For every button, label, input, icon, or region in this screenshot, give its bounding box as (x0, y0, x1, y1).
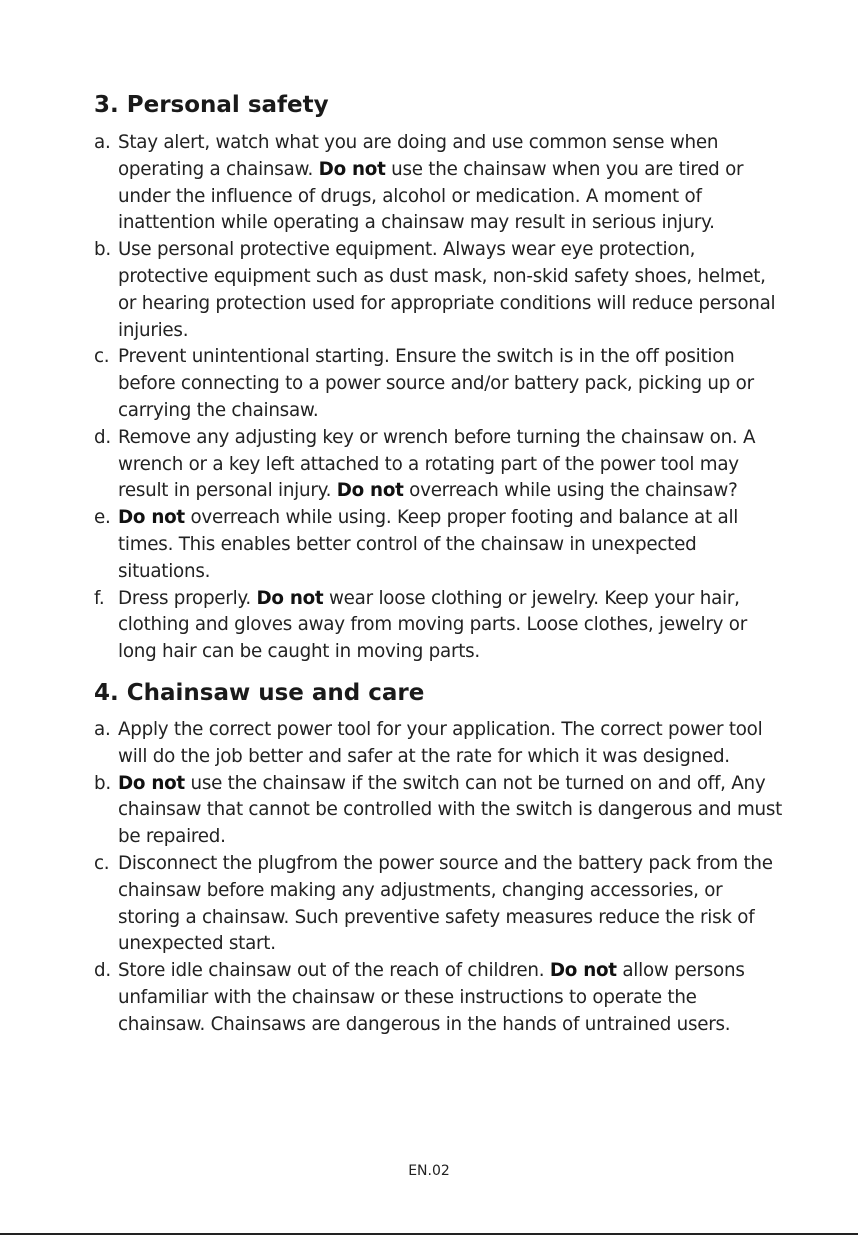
list-item-marker: d. (94, 426, 111, 448)
item-text: Store idle chainsaw out of the reach of children. (118, 960, 550, 982)
list-item (94, 958, 784, 1038)
list-item (94, 344, 784, 424)
list-item (94, 851, 784, 958)
emphasis-text: Do not (118, 772, 185, 794)
list-item (94, 130, 784, 237)
item-text: overreach while using the chainsaw? (403, 480, 738, 502)
personal-safety-list (94, 130, 784, 666)
list-item-marker: f. (94, 587, 105, 609)
section-title-personal-safety: 3. Personal safety (94, 92, 329, 118)
list-item-marker: e. (94, 507, 111, 529)
emphasis-text: Do not (256, 587, 324, 609)
emphasis-text: Do not (336, 480, 404, 502)
item-text: Remove any adjusting key or wrench before turning the chainsaw on. A wrench or a key left attached to a rotating part of the power tool may result in personal injury. (118, 426, 756, 502)
section-title-chainsaw-use-and-care: 4. Chainsaw use and care (94, 680, 425, 706)
item-text: Prevent unintentional starting. Ensure the switch is in the off position before connecting to a power source and/or battery pack, picking up or carrying the chainsaw. (118, 346, 754, 421)
item-text: use the chainsaw if the switch can not be turned on and off, Any chainsaw that cannot be controlled with the switch is dangerous and must be repaired. (118, 772, 783, 848)
list-item (94, 586, 784, 666)
list-item-marker: a. (94, 132, 111, 153)
item-text: use the chainsaw when you are tired or under the influence of drugs, alcohol or medication. A moment of inattention while operating a chainsaw may result in serious injury. (118, 158, 744, 234)
item-text: wear loose clothing or jewelry. Keep your hair, clothing and gloves away from moving parts. Loose clothes, jewelry or long hair can be caught in moving parts. (118, 587, 747, 663)
list-item (94, 717, 784, 771)
emphasis-text: Do not (318, 158, 386, 180)
chainsaw-use-care-list (94, 717, 784, 1039)
item-text: Apply the correct power tool for your application. The correct power tool will do the job better and safer at the rate for which it was designed. (118, 719, 763, 767)
list-item-marker: c. (94, 852, 110, 874)
emphasis-text: Do not (549, 960, 617, 982)
emphasis-text: Do not (118, 507, 185, 529)
item-text: Dress properly. (118, 587, 257, 609)
list-item (94, 771, 784, 851)
list-item-marker: b. (94, 239, 111, 261)
list-item-marker: a. (94, 719, 111, 740)
page-number: EN.02 (408, 1163, 450, 1179)
bottom-divider (0, 1233, 858, 1235)
item-text: Stay alert, watch what you are doing and use common sense when operating a chainsaw. (118, 132, 719, 180)
list-item-marker: c. (94, 346, 110, 368)
item-text: Disconnect the plugfrom the power source and the battery pack from the chainsaw before making any adjustments, changing accessories, or storing a chainsaw. Such preventive safety measures reduce the risk of unexpected start. (118, 852, 773, 955)
item-text: Use personal protective equipment. Always wear eye protection, protective equipment such as dust mask, non-skid safety shoes, helmet, or hearing protection used for appropriate conditions will reduce personal injuries. (118, 239, 776, 341)
list-item (94, 505, 784, 585)
list-item-marker: d. (94, 960, 111, 982)
list-item (94, 237, 784, 344)
item-text: allow persons unfamiliar with the chainsaw or these instructions to operate the chainsaw. Chainsaws are dangerous in the hands of untrained users. (118, 960, 745, 1035)
list-item (94, 425, 784, 505)
item-text: overreach while using. Keep proper footing and balance at all times. This enables better control of the chainsaw in unexpected situations. (118, 507, 739, 582)
list-item-marker: b. (94, 772, 111, 794)
